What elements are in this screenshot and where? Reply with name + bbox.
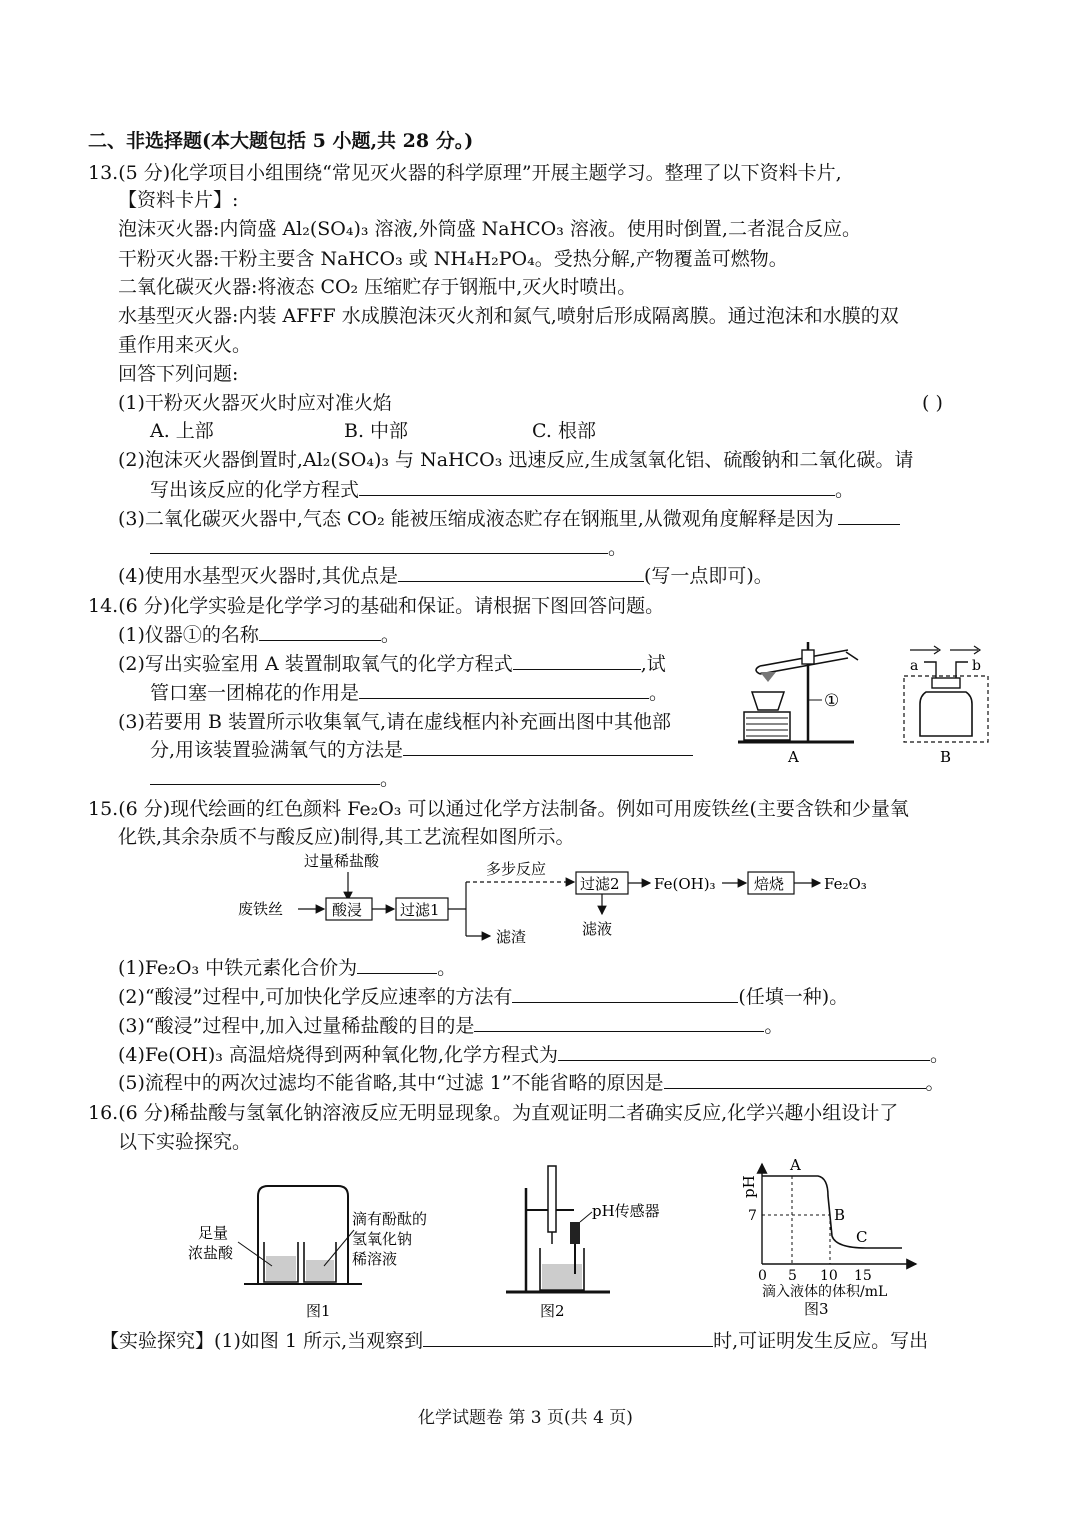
- label-b: B: [940, 748, 952, 766]
- flow-step4: 焙烧: [754, 875, 785, 893]
- q13-prompt: 回答下列问题:: [118, 363, 239, 385]
- q15-part1-blank[interactable]: [357, 955, 437, 974]
- q16-explore-text: 【实验探究】(1)如图 1 所示,当观察到: [100, 1330, 424, 1352]
- q13-card-line: 二氧化碳灭火器:将液态 CO₂ 压缩贮存于钢瓶中,灭火时喷出。: [118, 276, 637, 298]
- q16-stem: 16.(6 分)稀盐酸与氢氧化钠溶液反应无明显现象。为直观证明二者确实反应,化学兴趣小组设计了: [88, 1102, 899, 1124]
- q15-part5-text: (5)流程中的两次过滤均不能省略,其中“过滤 1”不能省略的原因是: [118, 1072, 664, 1094]
- q15-part4-blank[interactable]: [558, 1042, 930, 1061]
- q15-part2-blank[interactable]: [512, 984, 738, 1003]
- q14-part3-blank[interactable]: [403, 737, 693, 756]
- q14-part2-line: [118, 651, 666, 677]
- q13-stem: 13.(5 分)化学项目小组围绕“常见灭火器的科学原理”开展主题学习。整理了以下资料卡片,: [88, 162, 842, 184]
- q13-option-b: B. 中部: [344, 420, 409, 442]
- q13-part3-line2: 。: [150, 535, 627, 561]
- fig3-point-b: B: [834, 1206, 846, 1224]
- q13-answer-paren[interactable]: ( ): [922, 392, 943, 414]
- figure-3: [736, 1156, 936, 1322]
- q15-part4-text: (4)Fe(OH)₃ 高温焙烧得到两种氧化物,化学方程式为: [118, 1044, 558, 1066]
- fig3-xtick: 15: [854, 1268, 872, 1284]
- ph-curve: [762, 1176, 902, 1248]
- fig3-seven: 7: [748, 1208, 757, 1224]
- q14-stem: 14.(6 分)化学实验是化学学习的基础和保证。请根据下图回答问题。: [88, 595, 665, 617]
- q15-part3-text: (3)“酸浸”过程中,加入过量稀盐酸的目的是: [118, 1015, 475, 1037]
- figure-1: [184, 1180, 454, 1320]
- fig1-left-a: 足量: [198, 1224, 229, 1242]
- q15-stem: 15.(6 分)现代绘画的红色颜料 Fe₂O₃ 可以通过化学方法制备。例如可用废铁丝(主要含铁和少量氧: [88, 798, 909, 820]
- q14-part1-text: (1)仪器①的名称: [118, 624, 259, 646]
- q13-part4-text: (4)使用水基型灭火器时,其优点是: [118, 565, 398, 587]
- fig3-xtick: 10: [820, 1268, 838, 1284]
- fig3-xtick: 0: [758, 1268, 767, 1284]
- q14-part2-blank[interactable]: [513, 651, 641, 670]
- fig1-label: 图1: [306, 1302, 331, 1320]
- q14-part3-blank2[interactable]: [150, 766, 380, 785]
- flow-reagent: 过量稀盐酸: [304, 852, 380, 870]
- q15-stem2: 化铁,其余杂质不与酸反应)制得,其工艺流程如图所示。: [118, 826, 575, 848]
- marker-1: ①: [824, 691, 840, 711]
- flow-step1: 酸浸: [332, 901, 363, 919]
- q14-part3: (3)若要用 B 装置所示收集氧气,请在虚线框内补充画出图中其他部: [118, 711, 671, 733]
- q14-part2-text: (2)写出实验室用 A 装置制取氧气的化学方程式: [118, 653, 513, 675]
- section-heading: 二、非选择题(本大题包括 5 小题,共 28 分。): [88, 130, 474, 152]
- q13-card-line: 重作用来灭火。: [118, 334, 252, 356]
- q13-part3-text: (3)二氧化碳灭火器中,气态 CO₂ 能被压缩成液态贮存在钢瓶里,从微观角度解释是因为: [118, 508, 834, 530]
- label-a: A: [788, 748, 799, 766]
- q15-part5-blank[interactable]: [664, 1070, 926, 1089]
- q15-part2-tail: (任填一种)。: [738, 986, 849, 1008]
- fig1-left-b: 浓盐酸: [188, 1244, 234, 1262]
- q13-part4-blank[interactable]: [398, 563, 644, 582]
- fig3-point-a: A: [790, 1156, 801, 1174]
- fig3-label: 图3: [804, 1300, 829, 1318]
- q14-part2-text2: 管口塞一团棉花的作用是: [150, 682, 360, 704]
- q15-part1-text: (1)Fe₂O₃ 中铁元素化合价为: [118, 957, 358, 979]
- process-flowchart: [230, 852, 890, 952]
- q14-part2-tail: ,试: [640, 653, 666, 675]
- flow-start: 废铁丝: [238, 900, 284, 918]
- fig2-label: 图2: [540, 1302, 565, 1320]
- q13-part4-tail: (写一点即可)。: [643, 565, 773, 587]
- q14-part3-text2: 分,用该装置验满氧气的方法是: [150, 739, 404, 761]
- q13-part1: (1)干粉灭火器灭火时应对准火焰: [118, 392, 392, 414]
- fig3-ylabel: pH: [740, 1175, 758, 1198]
- q15-part5-line: (5)流程中的两次过滤均不能省略,其中“过滤 1”不能省略的原因是 。: [118, 1072, 945, 1094]
- fig3-point-c: C: [856, 1228, 868, 1246]
- flow-prod1: Fe(OH)₃: [654, 875, 716, 893]
- apparatus-a: [730, 632, 865, 768]
- q13-part2-text: 写出该反应的化学方程式: [150, 479, 360, 501]
- q13-card-line: 干粉灭火器:干粉主要含 NaHCO₃ 或 NH₄H₂PO₄。受热分解,产物覆盖可燃物。: [118, 248, 788, 270]
- q14-part3-line3: 。: [150, 766, 399, 792]
- page-footer: 化学试题卷 第 3 页(共 4 页): [418, 1408, 633, 1428]
- figure-2: [500, 1160, 700, 1320]
- q13-part2-line: 写出该反应的化学方程式 。: [150, 479, 855, 501]
- flow-step2: 过滤1: [400, 901, 440, 919]
- port-a: a: [910, 658, 919, 674]
- q13-card-line: 泡沫灭火器:内筒盛 Al₂(SO₄)₃ 溶液,外筒盛 NaHCO₃ 溶液。使用时倒置,二者混合反应。: [118, 218, 861, 240]
- q14-part2-line2: 管口塞一团棉花的作用是 。: [150, 682, 669, 704]
- q13-part2-blank[interactable]: [359, 477, 835, 496]
- q15-part3-line: (3)“酸浸”过程中,加入过量稀盐酸的目的是 。: [118, 1015, 784, 1037]
- apparatus-b: [896, 640, 996, 768]
- q15-part4-line: (4)Fe(OH)₃ 高温焙烧得到两种氧化物,化学方程式为 。: [118, 1044, 949, 1066]
- q14-part1-line: (1)仪器①的名称 。: [118, 624, 400, 646]
- flow-branch: 多步反应: [486, 860, 547, 878]
- q14-part3-line2: [150, 737, 693, 763]
- fig3-xtick: 5: [788, 1268, 797, 1284]
- q14-part1-blank[interactable]: [259, 622, 381, 641]
- q13-part4-line: [118, 563, 773, 589]
- q13-part3-blank[interactable]: [838, 506, 900, 525]
- fig2-sensor: pH传感器: [592, 1202, 660, 1220]
- fig1-right-a: 滴有酚酞的: [352, 1210, 428, 1228]
- flow-step3: 过滤2: [580, 875, 620, 893]
- fig1-right-b: 氢氧化钠: [352, 1230, 413, 1248]
- q16-explore-blank[interactable]: [423, 1328, 713, 1347]
- fig3-xlabel: 滴入液体的体积/mL: [762, 1284, 888, 1300]
- q16-stem2: 以下实验探究。: [118, 1131, 252, 1153]
- q16-explore-tail: 时,可证明发生反应。写出: [713, 1330, 929, 1352]
- q15-part3-blank[interactable]: [474, 1013, 764, 1032]
- flow-waste1: 滤渣: [496, 928, 527, 946]
- flow-prod2: Fe₂O₃: [824, 875, 867, 893]
- q14-part2-blank2[interactable]: [359, 680, 649, 699]
- port-b: b: [972, 658, 981, 674]
- q13-part3-line: [118, 506, 900, 532]
- q13-card-title: 【资料卡片】:: [118, 189, 239, 211]
- q15-part2-text: (2)“酸浸”过程中,可加快化学反应速率的方法有: [118, 986, 513, 1008]
- q13-option-a: A. 上部: [150, 420, 214, 442]
- fig1-right-c: 稀溶液: [352, 1250, 398, 1268]
- q13-card-line: 水基型灭火器:内装 AFFF 水成膜泡沫灭火剂和氮气,喷射后形成隔离膜。通过泡沫和水膜的双: [118, 305, 899, 327]
- q16-explore-line: [100, 1328, 928, 1354]
- flow-waste2: 滤液: [582, 920, 613, 938]
- q13-part3-blank2[interactable]: [150, 535, 608, 554]
- q15-part1-line: (1)Fe₂O₃ 中铁元素化合价为 。: [118, 957, 457, 979]
- q13-part2: (2)泡沫灭火器倒置时,Al₂(SO₄)₃ 与 NaHCO₃ 迅速反应,生成氢氧化铝、硫酸钠和二氧化碳。请: [118, 449, 914, 471]
- q15-part2-line: [118, 984, 848, 1010]
- q13-option-c: C. 根部: [532, 420, 596, 442]
